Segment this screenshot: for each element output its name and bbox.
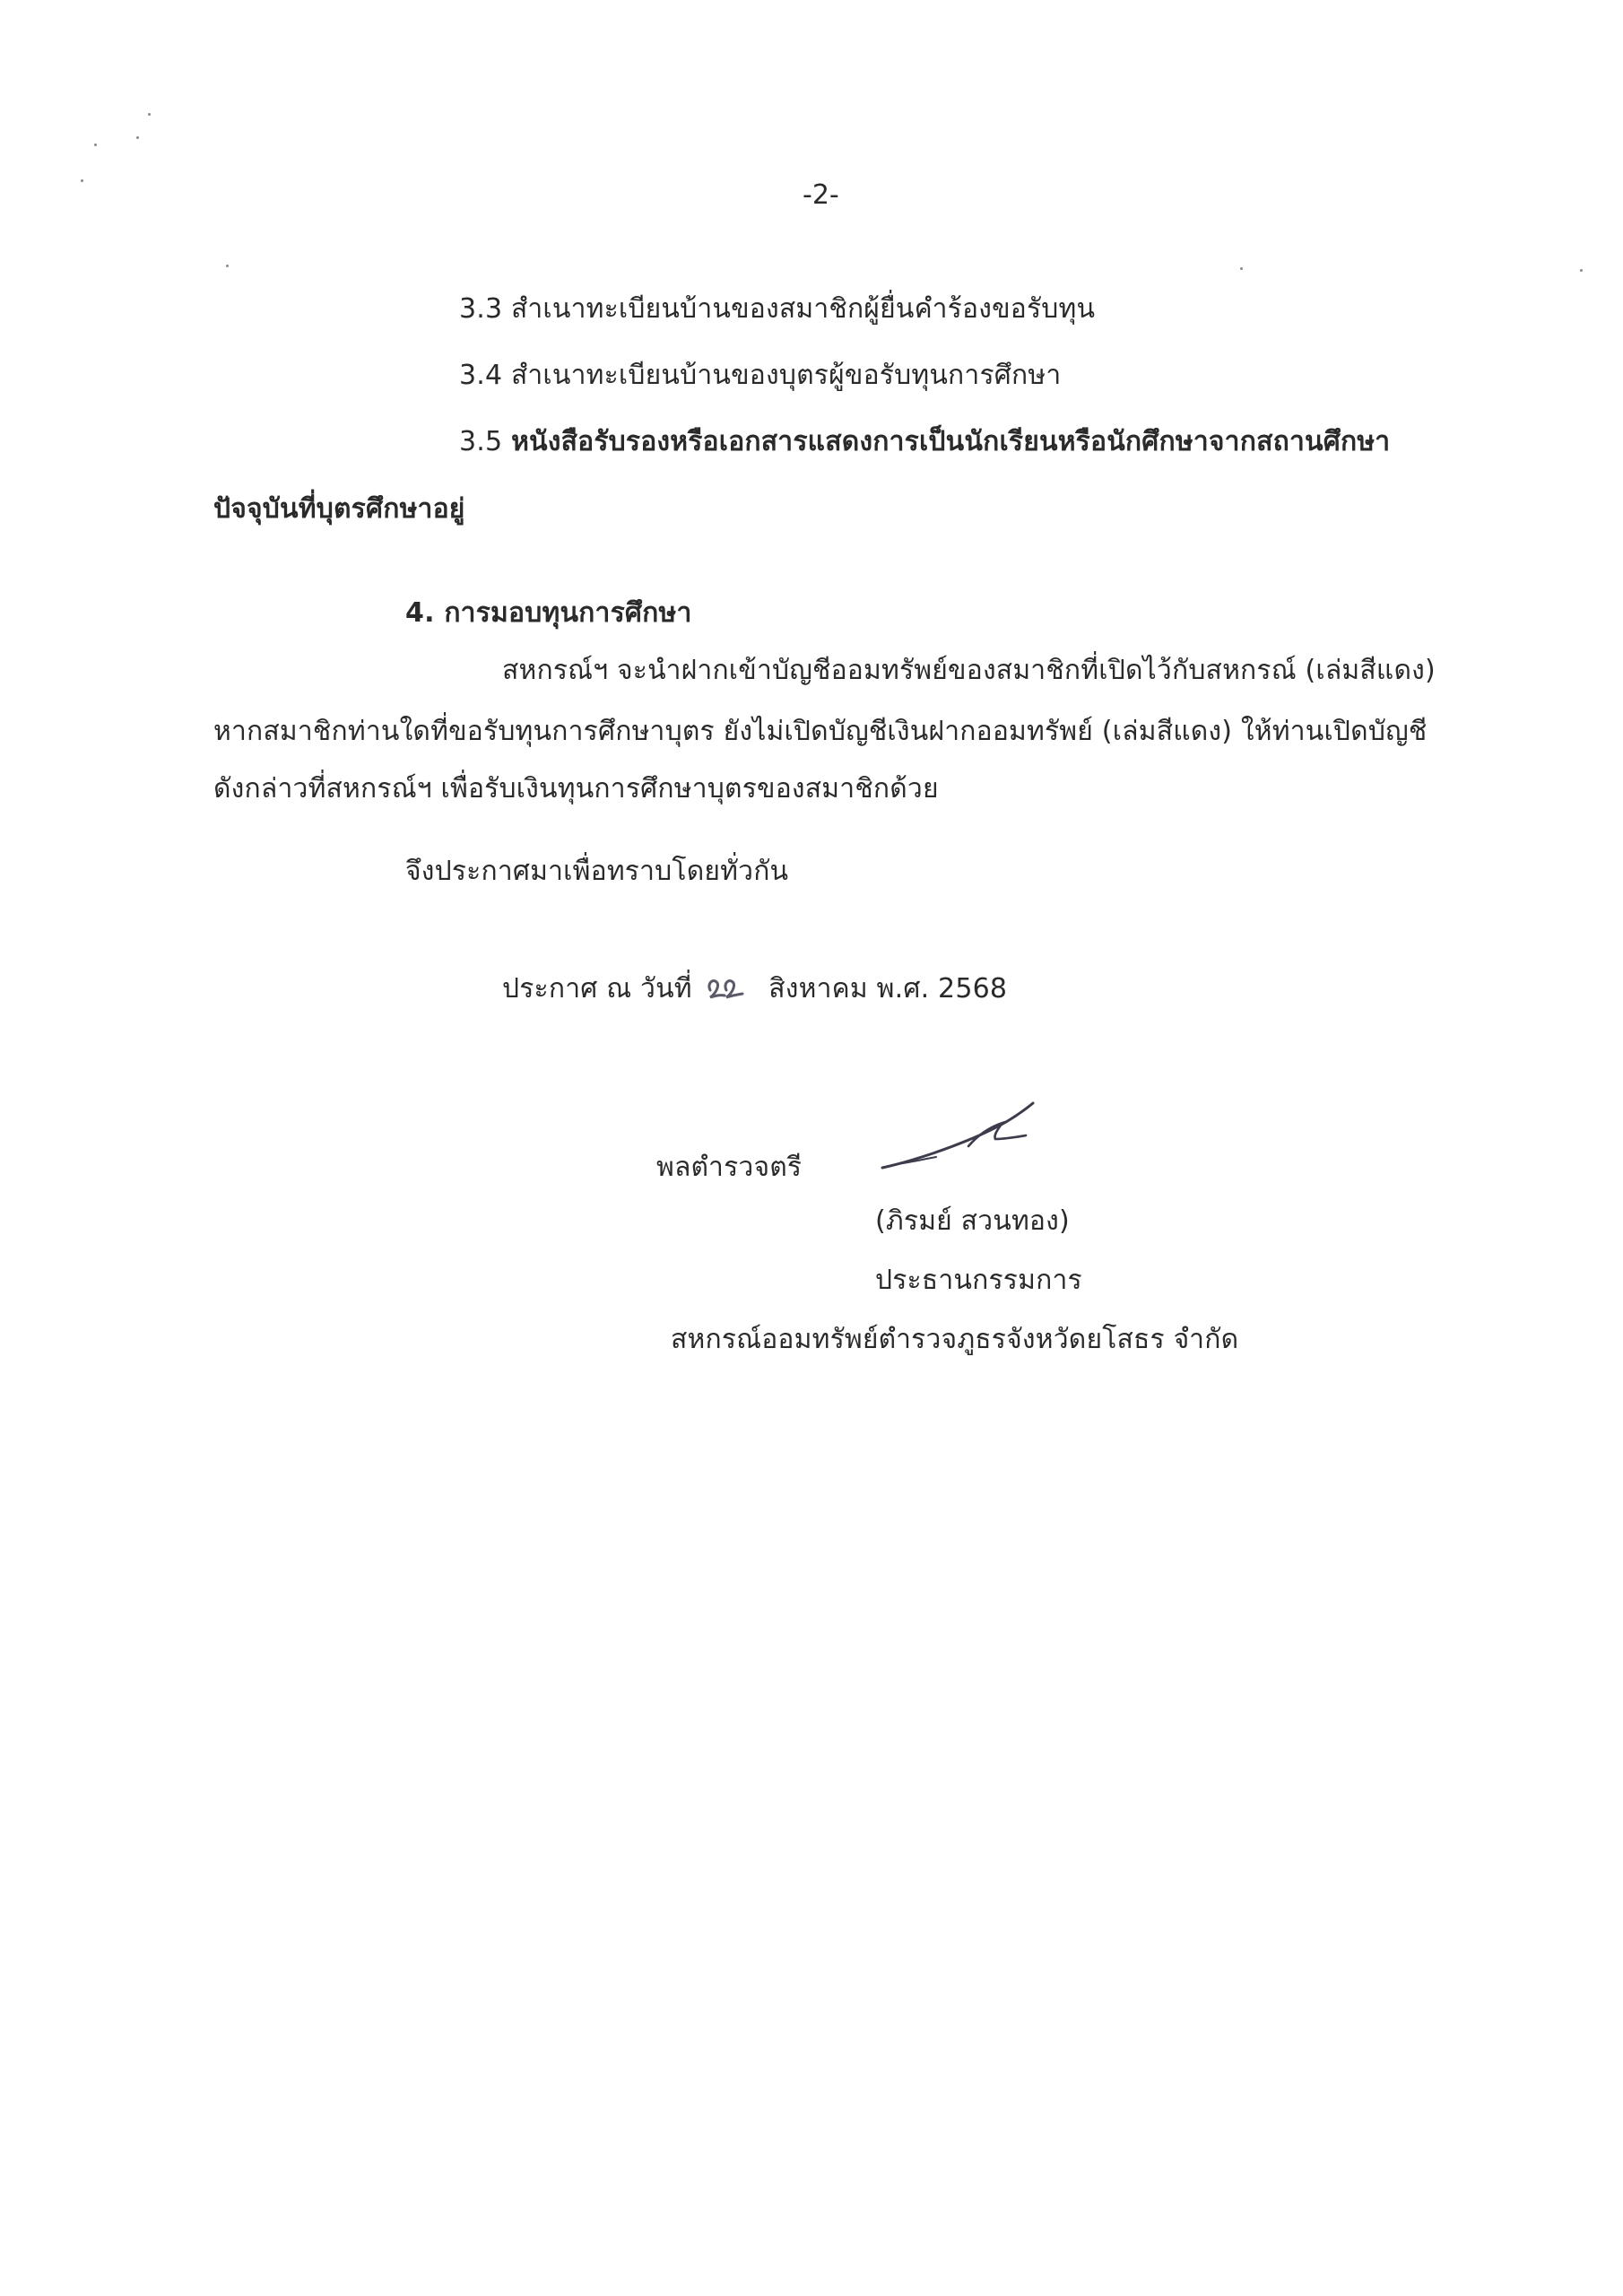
scan-speck bbox=[94, 144, 97, 146]
section-4-paragraph-line-2: หากสมาชิกท่านใดที่ขอรับทุนการศึกษาบุตร ยังไม่เปิดบัญชีเงินฝากออมทรัพย์ (เล่มสีแดง) ให้ท่านเปิดบัญชี bbox=[213, 716, 1428, 747]
signature-image bbox=[879, 1094, 1040, 1175]
scan-speck bbox=[136, 136, 139, 139]
item-3-5-number: 3.5 bbox=[459, 426, 503, 457]
item-3-5 bbox=[459, 424, 1390, 460]
announcement-date bbox=[502, 970, 1007, 1007]
signer-position: ประธานกรรมการ bbox=[875, 1265, 1082, 1296]
item-3-5-text: หนังสือรับรองหรือเอกสารแสดงการเป็นนักเรียนหรือนักศึกษาจากสถานศึกษา bbox=[511, 426, 1391, 457]
announcement-line: จึงประกาศมาเพื่อทราบโดยทั่วกัน bbox=[405, 856, 789, 887]
signer-name: (ภิรมย์ สวนทอง) bbox=[875, 1205, 1070, 1237]
date-prefix: ประกาศ ณ วันที่ bbox=[502, 973, 692, 1004]
scan-speck bbox=[148, 113, 151, 116]
item-3-3: 3.3 สำเนาทะเบียนบ้านของสมาชิกผู้ยื่นคำร้องขอรับทุน bbox=[459, 293, 1096, 325]
scan-speck bbox=[81, 179, 83, 182]
handwritten-day bbox=[705, 970, 746, 1003]
scan-speck bbox=[1240, 267, 1243, 270]
scan-speck bbox=[1580, 269, 1583, 272]
section-4-paragraph-line-1: สหกรณ์ฯ จะนำฝากเข้าบัญชีออมทรัพย์ของสมาชิกที่เปิดไว้กับสหกรณ์ (เล่มสีแดง) bbox=[502, 655, 1436, 686]
signer-rank: พลตำรวจตรี bbox=[656, 1152, 803, 1183]
signer-organization: สหกรณ์ออมทรัพย์ตำรวจภูธรจังหวัดยโสธร จำกัด bbox=[671, 1324, 1239, 1355]
section-4-paragraph-line-3: ดังกล่าวที่สหกรณ์ฯ เพื่อรับเงินทุนการศึกษาบุตรของสมาชิกด้วย bbox=[213, 773, 939, 804]
section-4-heading: 4. การมอบทุนการศึกษา bbox=[405, 597, 692, 629]
scan-speck bbox=[226, 265, 229, 267]
page-number: -2- bbox=[803, 179, 839, 211]
item-3-5-continuation: ปัจจุบันที่บุตรศึกษาอยู่ bbox=[213, 493, 465, 525]
item-3-4: 3.4 สำเนาทะเบียนบ้านของบุตรผู้ขอรับทุนการศึกษา bbox=[459, 360, 1062, 391]
date-suffix: สิงหาคม พ.ศ. 2568 bbox=[768, 973, 1008, 1004]
